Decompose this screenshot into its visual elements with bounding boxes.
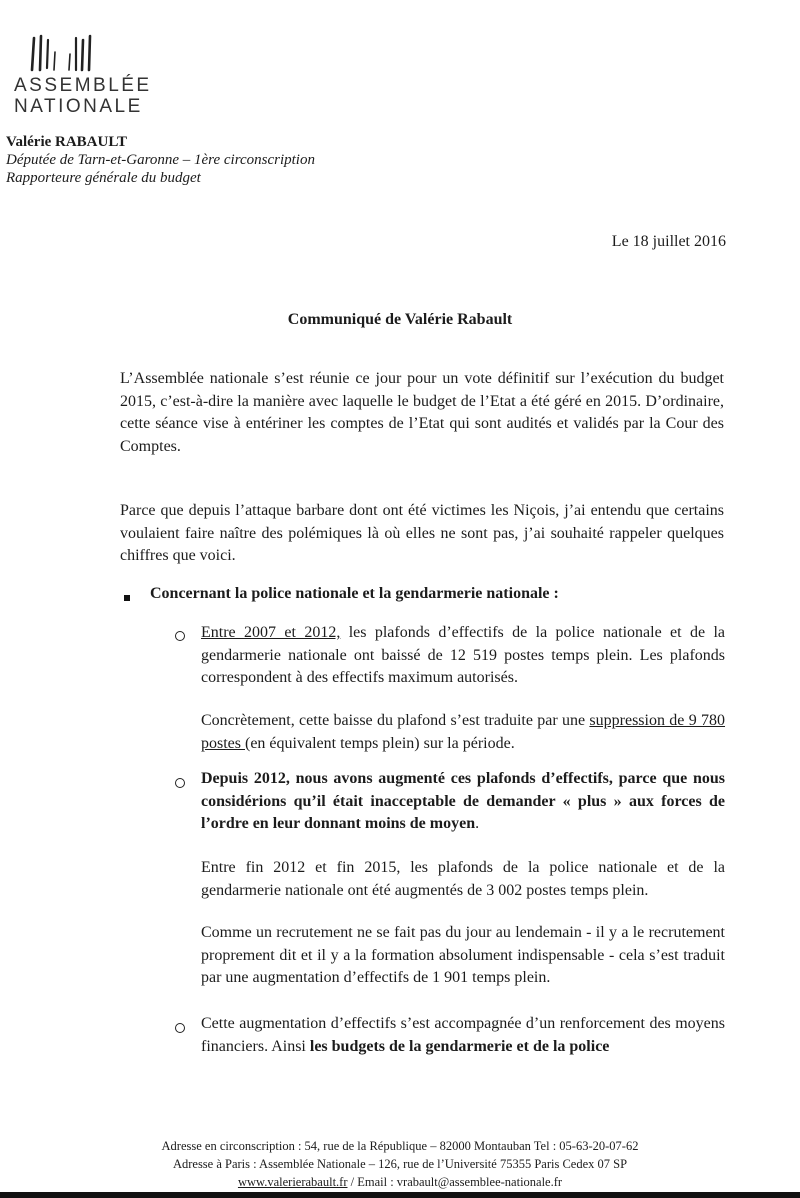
author-role-2: Rapporteure générale du budget	[6, 170, 201, 186]
item1-paragraph-2	[201, 710, 725, 755]
logo-line-2: NATIONALE	[14, 96, 143, 117]
item2-paragraph-3: Comme un recrutement ne se fait pas du jour au lendemain - il y a le recrutement proprement dit et il y a la formation absolument indispensable - cela s’est traduit par une augmentation d’effectifs de 1 901 temps plein.	[201, 924, 725, 986]
circle-bullet-icon	[175, 1023, 185, 1033]
item3-text: Cette augmentation d’effectifs s’est accompagnée d’un renforcement des moyens financiers. Ainsi	[201, 1015, 725, 1055]
item1-underline-suppression: suppression de 9 780 postes	[201, 712, 726, 752]
footer-line-3	[0, 1173, 800, 1191]
circle-bullet-icon	[175, 778, 185, 788]
item1-paragraph-1	[201, 622, 725, 690]
section-heading: Concernant la police nationale et la gendarmerie nationale :	[150, 585, 559, 602]
item2-paragraph-2: Entre fin 2012 et fin 2015, les plafonds de la police nationale et de la gendarmerie nationale ont été augmentés de 3 002 postes temps plein.	[201, 859, 725, 899]
item2-end: .	[475, 815, 480, 832]
author-block	[6, 133, 315, 187]
logo-line-1: ASSEMBLÉE	[14, 75, 152, 96]
author-role-1: Députée de Tarn-et-Garonne – 1ère circonscription	[6, 152, 315, 168]
document-title: Communiqué de Valérie Rabault	[287, 311, 513, 328]
footer-line-2: Adresse à Paris : Assemblée Nationale – 126, rue de l’Université 75355 Paris Cedex 07 SP	[172, 1157, 628, 1171]
item2-bold-text: Depuis 2012, nous avons augmenté ces plafonds d’effectifs, parce que nous considérions qu’il était inacceptable de demander « plus » aux forces de l’ordre en leur donnant moins de moyen	[201, 770, 725, 832]
footer-line-1: Adresse en circonscription : 54, rue de la République – 82000 Montauban Tel : 05-63-20-07-62	[161, 1139, 639, 1153]
circle-bullet-icon	[175, 631, 185, 641]
website-link[interactable]: www.valerierabault.fr	[237, 1175, 348, 1189]
item2-paragraph-1	[201, 768, 725, 836]
item1-text: les plafonds d’effectifs de la police nationale et de la gendarmerie nationale ont baissé de 12 519 postes temps plein. Les plafonds correspondent à des effectifs maximum autorisés.	[201, 624, 725, 686]
assemblee-logo	[14, 30, 154, 116]
page-bottom-border	[0, 1192, 800, 1198]
item1-text-2: Concrètement, cette baisse du plafond s’est traduite par une	[201, 712, 590, 729]
author-name: Valérie RABAULT	[6, 134, 127, 150]
intro-paragraph-1: L’Assemblée nationale s’est réunie ce jour pour un vote définitif sur l’exécution du budget 2015, c’est-à-dire la manière avec laquelle le budget de l’Etat a été géré en 2015. D’ordinaire, cette séance vise à entériner les comptes de l’Etat qui sont audités et validés par la Cour des Comptes.	[120, 370, 724, 455]
logo-bars-icon	[14, 30, 114, 74]
item3-paragraph	[201, 1013, 725, 1058]
document-date: Le 18 juillet 2016	[611, 233, 726, 250]
square-bullet-icon	[124, 595, 130, 601]
intro-paragraph-2: Parce que depuis l’attaque barbare dont ont été victimes les Niçois, j’ai entendu que certains voulaient faire naître des polémiques là où elles ne sont pas, j’ai souhaité rappeler quelques chiffres que voici.	[120, 502, 724, 564]
item3-bold: les budgets de la gendarmerie et de la police	[309, 1037, 610, 1055]
footer-email: / Email : vrabault@assemblee-nationale.fr	[347, 1175, 563, 1189]
item1-underline-dates: Entre 2007 et 2012,	[201, 624, 341, 641]
item1-text-3: (en équivalent temps plein) sur la période.	[245, 734, 515, 752]
footer	[0, 1137, 800, 1191]
